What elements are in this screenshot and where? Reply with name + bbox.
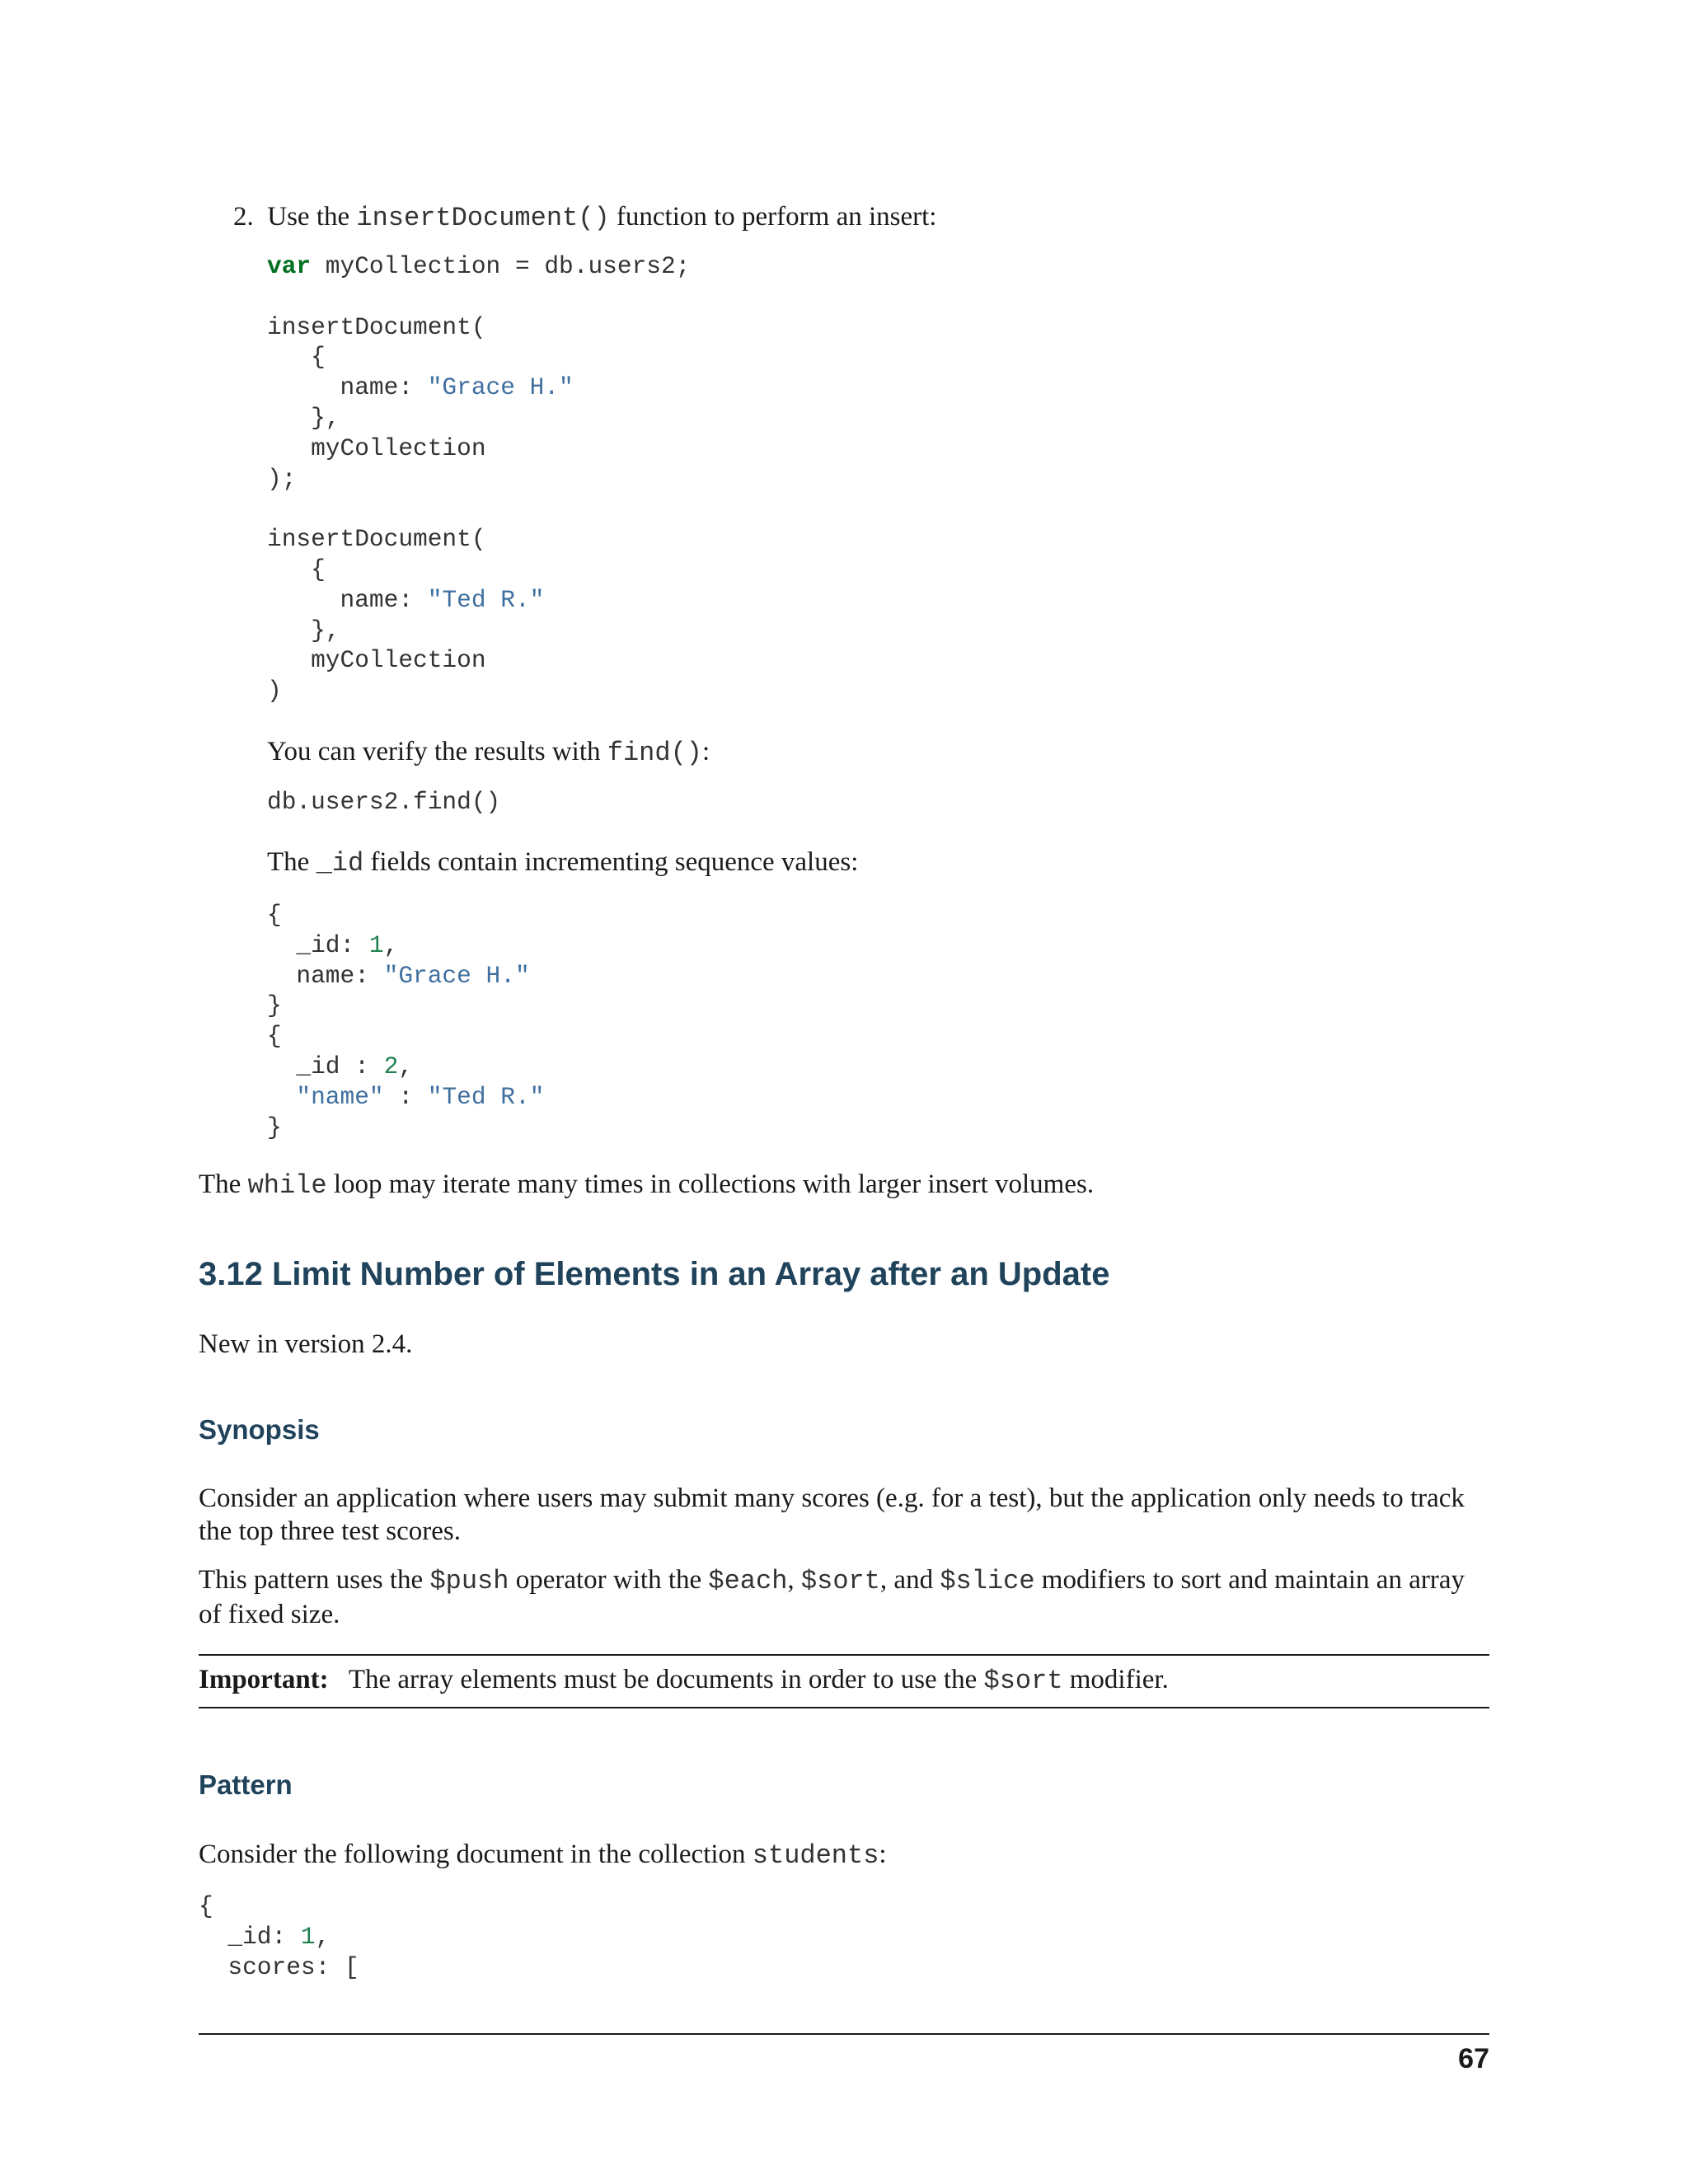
code-text: },	[311, 616, 340, 644]
code-text: scores: [	[227, 1952, 359, 1981]
important-label: Important:	[199, 1665, 329, 1694]
id-note-text: The	[267, 847, 316, 877]
important-text: The array elements must be documents in order to use the	[348, 1665, 984, 1694]
code-text: :	[383, 1082, 428, 1111]
code-number: 2	[383, 1052, 399, 1080]
important-text-end: modifier.	[1062, 1665, 1169, 1694]
code-block-find	[267, 787, 500, 818]
code-number: 1	[300, 1922, 316, 1951]
code-text: }	[267, 991, 282, 1020]
code-keyword: var	[267, 252, 312, 280]
id-note-text-end: fields contain incrementing sequence values:	[363, 847, 859, 877]
synopsis-paragraph-1: Consider an application where users may submit many scores (e.g. for a test), but the application only needs to track the top three test scores.	[199, 1483, 1465, 1546]
section-heading: 3.12 Limit Number of Elements in an Array after an Update	[199, 1256, 1110, 1292]
code-block-insert	[267, 251, 690, 706]
code-text: name:	[296, 961, 384, 990]
code-text: _id:	[227, 1922, 301, 1951]
pattern-paragraph	[199, 1838, 887, 1872]
synopsis-paragraph-2	[199, 1563, 1489, 1631]
code-text: myCollection	[311, 646, 486, 675]
code-text: {	[267, 901, 282, 929]
version-note: New in version 2.4.	[199, 1329, 413, 1359]
inline-code-sort: $sort	[983, 1666, 1063, 1696]
pattern-text-end: :	[879, 1840, 887, 1869]
verify-paragraph	[267, 735, 710, 770]
code-number: 1	[368, 930, 384, 959]
code-string: "Grace H."	[427, 373, 574, 402]
pattern-heading: Pattern	[199, 1769, 293, 1800]
code-text: insertDocument(	[267, 312, 486, 341]
inline-code-students: students	[752, 1840, 879, 1871]
synopsis-text: operator with the	[509, 1565, 709, 1595]
id-note-paragraph	[267, 846, 858, 880]
inline-code-push: $push	[429, 1566, 509, 1596]
synopsis-text: modifiers to sort and maintain an array of fixed size.	[199, 1565, 1465, 1629]
code-text: {	[311, 555, 326, 583]
code-text: myCollection = db.users2;	[311, 252, 691, 280]
inline-code-each: $each	[708, 1566, 788, 1596]
inline-code-while: while	[247, 1170, 327, 1201]
verify-text: You can verify the results with	[267, 737, 607, 766]
code-text: insertDocument(	[267, 525, 486, 554]
inline-code-find: find()	[607, 738, 702, 768]
step-text-end: function to perform an insert:	[609, 202, 937, 232]
code-text: myCollection	[311, 434, 486, 462]
code-text: db.users2.find()	[267, 788, 501, 816]
step-text: Use the	[267, 202, 357, 232]
footer-rule	[199, 2033, 1489, 2035]
while-note-paragraph	[199, 1168, 1094, 1202]
while-text-end: loop may iterate many times in collections with larger insert volumes.	[326, 1169, 1095, 1199]
code-string: "name"	[296, 1082, 384, 1111]
code-block-results: { _id: 1, name: "Grace H." } { _id : 2, "name" : "Ted R." }	[267, 901, 545, 1141]
page-number: 67	[1458, 2043, 1489, 2074]
synopsis-heading: Synopsis	[199, 1414, 320, 1445]
code-text: {	[199, 1892, 213, 1920]
code-text: name:	[340, 585, 428, 614]
code-text: }	[267, 1113, 282, 1141]
step-2-paragraph	[233, 200, 936, 235]
code-text: {	[311, 343, 326, 372]
code-text: _id:	[296, 930, 369, 959]
inline-code-id: _id	[316, 848, 364, 879]
verify-text-end: :	[701, 737, 710, 766]
inline-code-insertdocument: insertDocument()	[356, 203, 610, 233]
step-number: 2.	[233, 202, 254, 232]
important-note	[199, 1663, 1169, 1698]
synopsis-text: This pattern uses the	[199, 1565, 430, 1595]
code-text: },	[311, 403, 340, 432]
while-text: The	[199, 1169, 248, 1199]
code-block-students: { _id: 1, scores: [	[199, 1892, 359, 1981]
code-text: );	[267, 464, 297, 493]
synopsis-text: ,	[787, 1565, 801, 1595]
code-string: "Grace H."	[383, 961, 530, 990]
code-text: )	[267, 677, 282, 705]
code-text: name:	[340, 373, 428, 402]
important-bottom-rule	[199, 1707, 1489, 1708]
code-text: {	[267, 1022, 282, 1051]
code-string: "Ted R."	[427, 585, 545, 614]
inline-code-sort: $sort	[800, 1566, 880, 1596]
code-text: _id :	[296, 1052, 384, 1080]
code-string: "Ted R."	[427, 1082, 545, 1111]
important-top-rule	[199, 1654, 1489, 1656]
synopsis-text: , and	[879, 1565, 940, 1595]
inline-code-slice: $slice	[940, 1566, 1035, 1596]
pattern-text: Consider the following document in the collection	[199, 1840, 753, 1869]
